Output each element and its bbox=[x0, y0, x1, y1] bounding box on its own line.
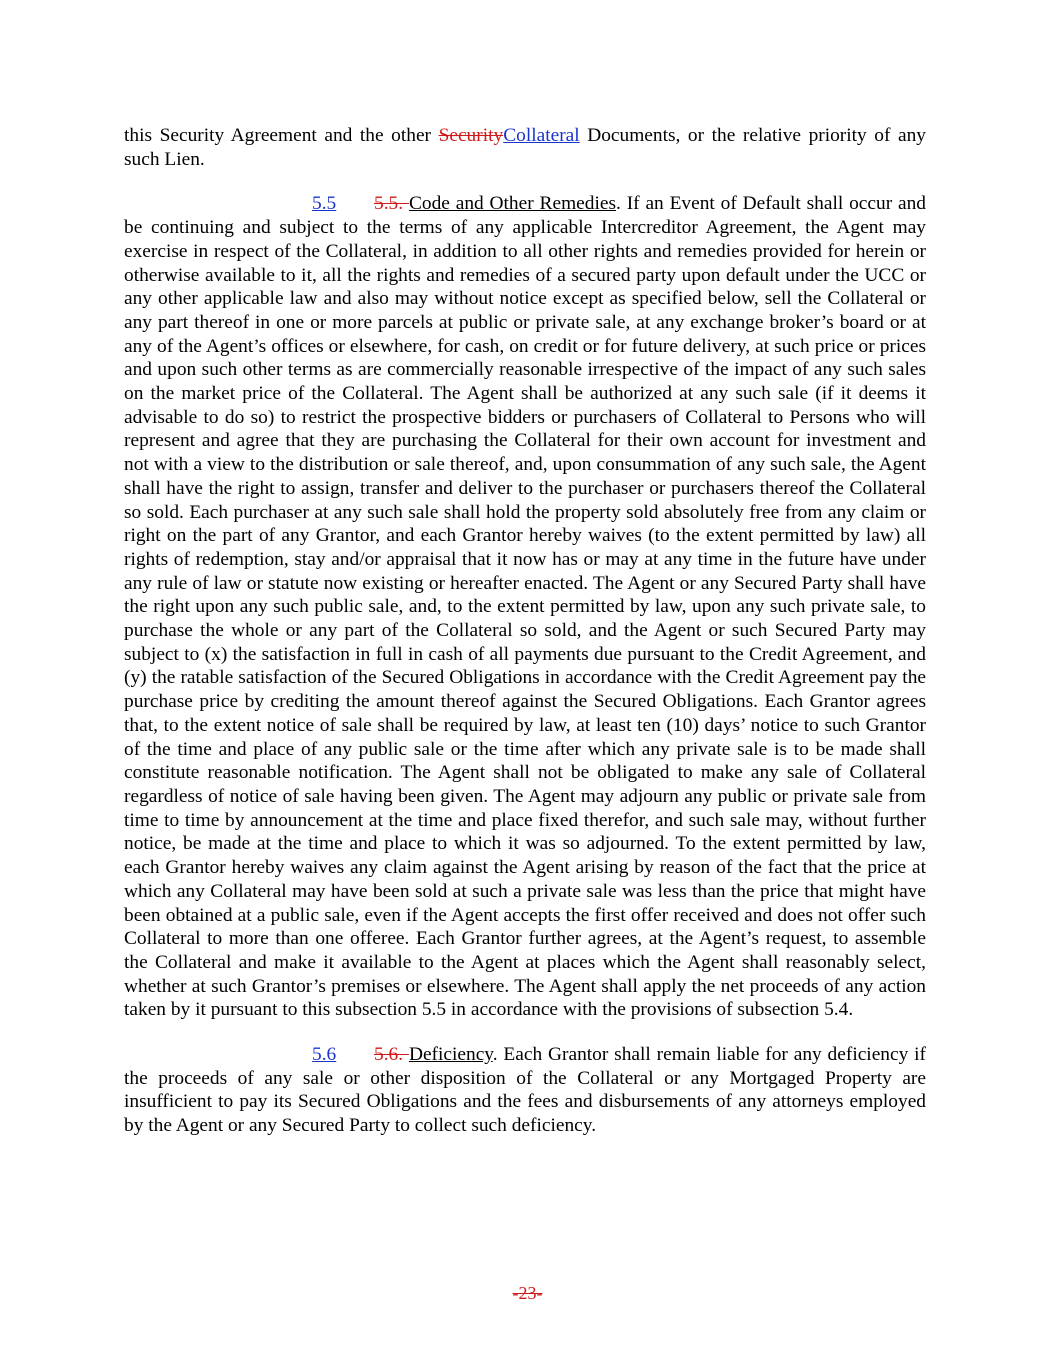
paragraph-text-b: Documents, or the relative priority of any such Lien. bbox=[124, 125, 926, 170]
section-heading: Deficiency bbox=[408, 1044, 493, 1066]
section-body: . If an Event of Default shall occur and be continuing and subject to the terms of any applicable Intercreditor Agreement, the Agent may exercise in respect of the Collateral, in addition to all other rights and remedies provided for herein or otherwise available to it, all the rights and remedies of a secured party upon default under the UCC or any other applicable law and also may without notice except as specified below, sell the Collateral or any part thereof in one or more parcels at public or private sale, at any exchange broker’s board or at any of the Agent’s offices or elsewhere, for cash, on credit or for future delivery, at such price or prices and upon such other terms as are commercially reasonable irrespective of the impact of any such sales on the market price of the Collateral. The Agent shall be authorized at any such sale (if it deems it advisable to do so) to restrict the prospective bidders or purchasers of Collateral to Persons who will represent and agree that they are purchasing the Collateral for their own account for investment and not with a view to the distribution or sale thereof, and, upon consummation of any such sale, the Agent shall have the right to assign, transfer and deliver to the purchaser or purchasers thereof the Collateral so sold. Each purchaser at any such sale shall hold the property sold absolutely free from any claim or right on the part of any Grantor, and each Grantor hereby waives (to the extent permitted by law) all rights of redemption, stay and/or appraisal that it now has or may at any time in the future have under any rule of law or statute now existing or hereafter enacted. The Agent or any Secured Party shall have the right upon any such public sale, and, to the extent permitted by law, upon any such private sale, to purchase the whole or any part of the Collateral so sold, and the Agent or such Secured Party may subject to (x) the satisfaction in full in cash of all payments due pursuant to the Credit Agreement, and (y) the ratable satisfaction of the Secured Obligations in accordance with the Credit Agreement pay the purchase price by crediting the amount thereof against the Secured Obligations. Each Grantor agrees that, to the extent notice of sale shall be required by law, at least ten (10) days’ notice to such Grantor of the time and place of any public sale or the time after which any private sale is to be made shall constitute reasonable notification. The Agent shall not be obligated to make any sale of Collateral regardless of notice of sale having been given. The Agent may adjourn any public or private sale from time to time by announcement at the time and place fixed therefor, and such sale may, without further notice, be made at the time and place to which it was so adjourned. To the extent permitted by law, each Grantor hereby waives any claim against the Agent arising by reason of the fact that the price at which any Collateral may have been sold at such a private sale was less than the price that might have been obtained at a public sale, even if the Agent accepts the first offer received and does not offer such Collateral to more than one offeree. Each Grantor further agrees, at the Agent’s request, to assemble the Collateral and make it available to the Agent at places which the Agent shall reasonably select, whether at such Grantor’s premises or elsewhere. The Agent shall apply the net proceeds of any action taken by it pursuant to this subsection 5.5 in accordance with the provisions of subsection 5.4. bbox=[124, 193, 926, 1021]
section-number-old: 5.6. bbox=[374, 1044, 409, 1066]
inserted-text: Collateral bbox=[503, 125, 580, 146]
deleted-text: Security bbox=[438, 125, 504, 146]
page-number: -23- bbox=[512, 1283, 543, 1303]
section-number-new: 5.6 bbox=[312, 1044, 337, 1066]
paragraph-continuation bbox=[124, 124, 926, 171]
section-body: . Each Grantor shall remain liable for any deficiency if the proceeds of any sale or other disposition of the Collateral or any Mortgaged Property are insufficient to pay its Secured Obligations and the fees and disbursements of any attorneys employed by the Agent or any Secured Party to collect such deficiency. bbox=[124, 1044, 926, 1137]
section-5-6 bbox=[124, 1043, 926, 1138]
document-page bbox=[124, 124, 926, 1138]
paragraph-text-a: this Security Agreement and the other bbox=[124, 125, 439, 146]
section-5-5 bbox=[124, 192, 926, 1022]
section-heading: Code and Other Remedies bbox=[408, 193, 616, 215]
section-number-new: 5.5 bbox=[312, 193, 337, 215]
section-number-old: 5.5. bbox=[374, 193, 409, 215]
